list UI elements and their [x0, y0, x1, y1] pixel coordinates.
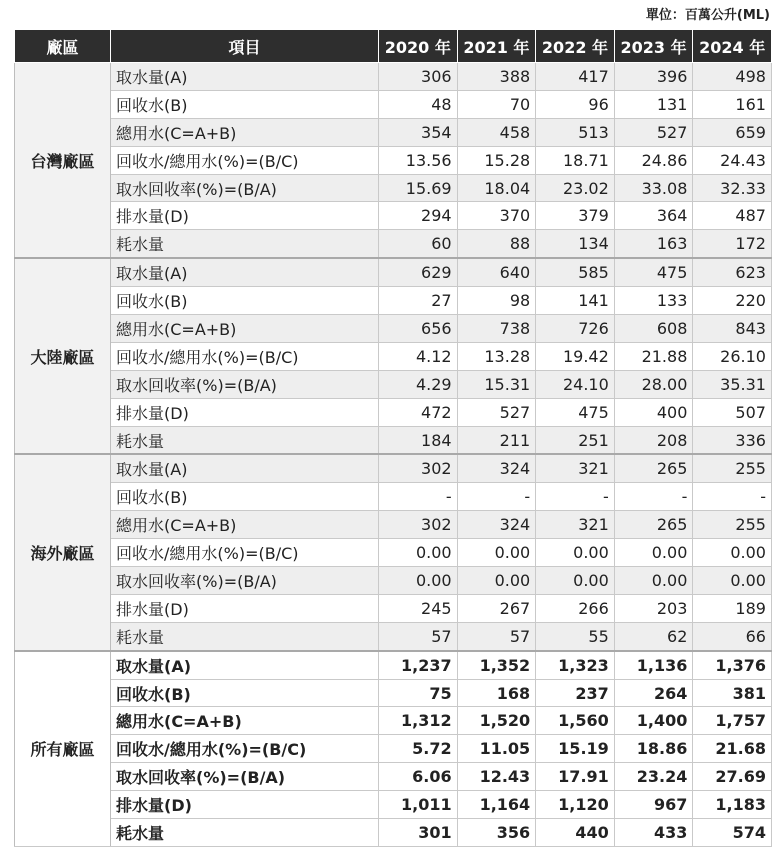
item-label: 回收水(B)	[111, 483, 379, 511]
value-cell: 161	[693, 90, 772, 118]
table-row	[15, 146, 772, 174]
value-cell: 23.02	[536, 174, 615, 202]
value-cell: 306	[379, 63, 458, 91]
value-cell: 15.19	[536, 735, 615, 763]
value-cell: 96	[536, 90, 615, 118]
table-row	[15, 370, 772, 398]
value-cell: 66	[693, 622, 772, 650]
value-cell: 659	[693, 118, 772, 146]
header-year-2021: 2021 年	[457, 30, 536, 63]
value-cell: -	[693, 483, 772, 511]
value-cell: 23.24	[614, 763, 693, 791]
value-cell: 1,237	[379, 651, 458, 679]
item-label: 回收水(B)	[111, 679, 379, 707]
item-label: 排水量(D)	[111, 202, 379, 230]
table-row	[15, 651, 772, 679]
value-cell: 1,352	[457, 651, 536, 679]
value-cell: 1,136	[614, 651, 693, 679]
item-label: 取水量(A)	[111, 258, 379, 286]
value-cell: 1,011	[379, 791, 458, 819]
table-row	[15, 63, 772, 91]
value-cell: 13.56	[379, 146, 458, 174]
value-cell: 251	[536, 426, 615, 454]
value-cell: 26.10	[693, 342, 772, 370]
plant-group	[15, 63, 772, 259]
item-label: 回收水(B)	[111, 287, 379, 315]
plant-name: 所有廠區	[15, 651, 111, 847]
value-cell: 33.08	[614, 174, 693, 202]
table-row	[15, 483, 772, 511]
value-cell: 18.86	[614, 735, 693, 763]
item-label: 取水回收率(%)=(B/A)	[111, 763, 379, 791]
item-label: 取水量(A)	[111, 454, 379, 482]
value-cell: 18.04	[457, 174, 536, 202]
unit-label: 單位：百萬公升(ML)	[645, 8, 770, 23]
value-cell: 88	[457, 230, 536, 258]
value-cell: 656	[379, 315, 458, 343]
header-year-2022: 2022 年	[536, 30, 615, 63]
value-cell: 324	[457, 454, 536, 482]
table-row	[15, 454, 772, 482]
value-cell: 527	[457, 398, 536, 426]
value-cell: 321	[536, 511, 615, 539]
value-cell: 141	[536, 287, 615, 315]
item-label: 耗水量	[111, 230, 379, 258]
item-label: 排水量(D)	[111, 791, 379, 819]
value-cell: 6.06	[379, 763, 458, 791]
table-row	[15, 174, 772, 202]
value-cell: 35.31	[693, 370, 772, 398]
value-cell: 433	[614, 819, 693, 847]
value-cell: 458	[457, 118, 536, 146]
header-item: 項目	[111, 30, 379, 63]
value-cell: 302	[379, 511, 458, 539]
value-cell: 527	[614, 118, 693, 146]
value-cell: 0.00	[536, 567, 615, 595]
value-cell: 255	[693, 511, 772, 539]
value-cell: 134	[536, 230, 615, 258]
value-cell: 12.43	[457, 763, 536, 791]
table-row	[15, 118, 772, 146]
header-year-2023: 2023 年	[614, 30, 693, 63]
value-cell: 133	[614, 287, 693, 315]
value-cell: 24.10	[536, 370, 615, 398]
value-cell: 629	[379, 258, 458, 286]
table-row	[15, 230, 772, 258]
value-cell: 15.28	[457, 146, 536, 174]
value-cell: 266	[536, 594, 615, 622]
value-cell: 967	[614, 791, 693, 819]
value-cell: 640	[457, 258, 536, 286]
value-cell: 4.29	[379, 370, 458, 398]
value-cell: -	[379, 483, 458, 511]
value-cell: 208	[614, 426, 693, 454]
value-cell: 843	[693, 315, 772, 343]
item-label: 回收水/總用水(%)=(B/C)	[111, 146, 379, 174]
header-year-2024: 2024 年	[693, 30, 772, 63]
table-row	[15, 287, 772, 315]
item-label: 取水量(A)	[111, 651, 379, 679]
item-label: 總用水(C=A+B)	[111, 315, 379, 343]
value-cell: 62	[614, 622, 693, 650]
value-cell: 264	[614, 679, 693, 707]
value-cell: 211	[457, 426, 536, 454]
table-row	[15, 202, 772, 230]
value-cell: -	[457, 483, 536, 511]
value-cell: 475	[536, 398, 615, 426]
value-cell: 1,400	[614, 707, 693, 735]
value-cell: 574	[693, 819, 772, 847]
value-cell: 5.72	[379, 735, 458, 763]
value-cell: 32.33	[693, 174, 772, 202]
value-cell: 48	[379, 90, 458, 118]
plant-group	[15, 651, 772, 847]
value-cell: 370	[457, 202, 536, 230]
value-cell: 168	[457, 679, 536, 707]
table-row	[15, 258, 772, 286]
value-cell: 21.88	[614, 342, 693, 370]
table-row	[15, 342, 772, 370]
value-cell: 13.28	[457, 342, 536, 370]
table-row	[15, 679, 772, 707]
item-label: 總用水(C=A+B)	[111, 118, 379, 146]
table-row	[15, 763, 772, 791]
value-cell: 1,183	[693, 791, 772, 819]
table-row	[15, 567, 772, 595]
value-cell: 0.00	[536, 539, 615, 567]
plant-group	[15, 258, 772, 454]
table-row	[15, 707, 772, 735]
value-cell: 255	[693, 454, 772, 482]
value-cell: 1,520	[457, 707, 536, 735]
plant-group	[15, 454, 772, 650]
value-cell: 27.69	[693, 763, 772, 791]
value-cell: 364	[614, 202, 693, 230]
value-cell: 55	[536, 622, 615, 650]
value-cell: 388	[457, 63, 536, 91]
header-year-2020: 2020 年	[379, 30, 458, 63]
value-cell: 0.00	[379, 567, 458, 595]
value-cell: 19.42	[536, 342, 615, 370]
value-cell: 356	[457, 819, 536, 847]
item-label: 總用水(C=A+B)	[111, 511, 379, 539]
value-cell: 585	[536, 258, 615, 286]
item-label: 總用水(C=A+B)	[111, 707, 379, 735]
value-cell: 21.68	[693, 735, 772, 763]
value-cell: 24.86	[614, 146, 693, 174]
value-cell: 27	[379, 287, 458, 315]
header-row	[15, 30, 772, 63]
item-label: 取水回收率(%)=(B/A)	[111, 567, 379, 595]
value-cell: 507	[693, 398, 772, 426]
value-cell: 0.00	[693, 539, 772, 567]
value-cell: 15.31	[457, 370, 536, 398]
value-cell: 184	[379, 426, 458, 454]
value-cell: 440	[536, 819, 615, 847]
table-row	[15, 622, 772, 650]
value-cell: 381	[693, 679, 772, 707]
water-usage-table	[14, 29, 772, 847]
value-cell: 1,120	[536, 791, 615, 819]
value-cell: 1,376	[693, 651, 772, 679]
value-cell: 608	[614, 315, 693, 343]
plant-name: 台灣廠區	[15, 63, 111, 259]
value-cell: 487	[693, 202, 772, 230]
value-cell: 0.00	[379, 539, 458, 567]
value-cell: 417	[536, 63, 615, 91]
value-cell: 726	[536, 315, 615, 343]
value-cell: 237	[536, 679, 615, 707]
value-cell: 738	[457, 315, 536, 343]
table-row	[15, 819, 772, 847]
value-cell: 189	[693, 594, 772, 622]
value-cell: 98	[457, 287, 536, 315]
item-label: 回收水/總用水(%)=(B/C)	[111, 539, 379, 567]
value-cell: 4.12	[379, 342, 458, 370]
item-label: 取水量(A)	[111, 63, 379, 91]
table-row	[15, 791, 772, 819]
value-cell: 1,757	[693, 707, 772, 735]
item-label: 排水量(D)	[111, 398, 379, 426]
value-cell: 163	[614, 230, 693, 258]
value-cell: 0.00	[457, 567, 536, 595]
value-cell: 294	[379, 202, 458, 230]
value-cell: 513	[536, 118, 615, 146]
value-cell: 15.69	[379, 174, 458, 202]
value-cell: 0.00	[614, 567, 693, 595]
table-row	[15, 315, 772, 343]
value-cell: 18.71	[536, 146, 615, 174]
item-label: 排水量(D)	[111, 594, 379, 622]
value-cell: 220	[693, 287, 772, 315]
table-row	[15, 735, 772, 763]
value-cell: -	[536, 483, 615, 511]
table-row	[15, 539, 772, 567]
value-cell: 1,164	[457, 791, 536, 819]
item-label: 回收水(B)	[111, 90, 379, 118]
item-label: 耗水量	[111, 426, 379, 454]
value-cell: 302	[379, 454, 458, 482]
item-label: 回收水/總用水(%)=(B/C)	[111, 735, 379, 763]
table-row	[15, 426, 772, 454]
table-row	[15, 398, 772, 426]
value-cell: 0.00	[614, 539, 693, 567]
value-cell: 400	[614, 398, 693, 426]
value-cell: 17.91	[536, 763, 615, 791]
value-cell: 0.00	[457, 539, 536, 567]
value-cell: 1,312	[379, 707, 458, 735]
value-cell: 472	[379, 398, 458, 426]
value-cell: 301	[379, 819, 458, 847]
value-cell: 70	[457, 90, 536, 118]
plant-name: 大陸廠區	[15, 258, 111, 454]
value-cell: 321	[536, 454, 615, 482]
value-cell: 57	[379, 622, 458, 650]
value-cell: 131	[614, 90, 693, 118]
value-cell: 623	[693, 258, 772, 286]
plant-name: 海外廠區	[15, 454, 111, 650]
value-cell: 354	[379, 118, 458, 146]
value-cell: 1,323	[536, 651, 615, 679]
value-cell: 60	[379, 230, 458, 258]
value-cell: 28.00	[614, 370, 693, 398]
table-row	[15, 90, 772, 118]
item-label: 回收水/總用水(%)=(B/C)	[111, 342, 379, 370]
value-cell: 0.00	[693, 567, 772, 595]
item-label: 耗水量	[111, 819, 379, 847]
value-cell: 336	[693, 426, 772, 454]
value-cell: 203	[614, 594, 693, 622]
item-label: 取水回收率(%)=(B/A)	[111, 370, 379, 398]
header-plant: 廠區	[15, 30, 111, 63]
item-label: 取水回收率(%)=(B/A)	[111, 174, 379, 202]
value-cell: 57	[457, 622, 536, 650]
value-cell: -	[614, 483, 693, 511]
value-cell: 11.05	[457, 735, 536, 763]
value-cell: 265	[614, 454, 693, 482]
value-cell: 379	[536, 202, 615, 230]
value-cell: 265	[614, 511, 693, 539]
value-cell: 24.43	[693, 146, 772, 174]
value-cell: 475	[614, 258, 693, 286]
value-cell: 75	[379, 679, 458, 707]
table-row	[15, 594, 772, 622]
value-cell: 245	[379, 594, 458, 622]
table-row	[15, 511, 772, 539]
value-cell: 324	[457, 511, 536, 539]
value-cell: 498	[693, 63, 772, 91]
value-cell: 172	[693, 230, 772, 258]
value-cell: 267	[457, 594, 536, 622]
item-label: 耗水量	[111, 622, 379, 650]
value-cell: 1,560	[536, 707, 615, 735]
value-cell: 396	[614, 63, 693, 91]
